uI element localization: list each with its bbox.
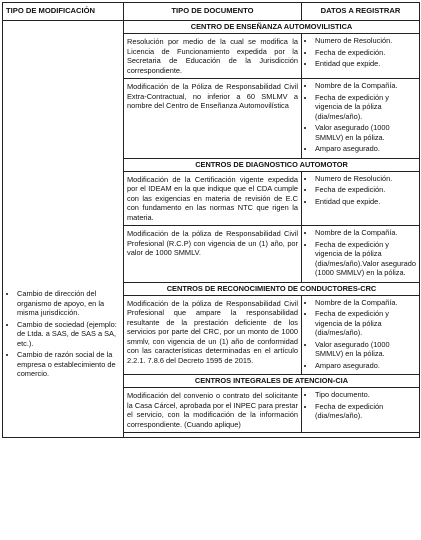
modifications-cell <box>3 21 124 438</box>
field-item: • Entidad que expide. <box>315 59 417 69</box>
document-description: Modificación de la Póliza de Responsabilidad Civil Extra-Contractual, no inferior a 60 SMLMV a nombre del Centro de Enseñanza Automovilística <box>124 79 302 159</box>
document-description: Modificación de la póliza de Responsabilidad Civil Profesional que ampare la responsabilidad resultante de la prestación deficiente de los servicios por parte del CRC, por un monto de 1000 smmlv, con vigencia de un (1) año de conformidad con las características determinadas en el artículo 2.2.1. 7.8.6 del Decreto 1595 de 2015. <box>124 295 302 375</box>
section-title: CENTROS DE RECONOCIMIENTO DE CONDUCTORES-CRC <box>124 282 420 295</box>
field-item: • Fecha de expedición. <box>315 48 417 58</box>
field-item: • Nombre de la Compañía. <box>315 81 417 91</box>
field-item: • Entidad que expide. <box>315 197 417 207</box>
requirements-table <box>2 2 420 438</box>
section-title: CENTROS INTEGRALES DE ATENCION-CIA <box>124 375 420 388</box>
fields-cell <box>302 388 420 433</box>
field-item: • Amparo asegurado. <box>315 144 417 154</box>
field-item: • Fecha de expedición. <box>315 185 417 195</box>
section-title: CENTROS DE DIAGNOSTICO AUTOMOTOR <box>124 158 420 171</box>
modification-item: • Cambio de razón social de la empresa o establecimiento de comercio. <box>17 350 120 379</box>
field-item: • Nombre de la Compañía. <box>315 228 417 238</box>
fields-cell <box>302 171 420 226</box>
modifications-list <box>3 289 123 379</box>
document-description: Modificación de la Certificación vigente expedida por el IDEAM en la que indique que el CDA cumple con las exigencias en materia de revisión de E.C con fundamento en las normas NTC que rigen la materia. <box>124 171 302 226</box>
fields-cell <box>302 226 420 283</box>
header-row <box>3 3 420 21</box>
field-item: • Tipo documento. <box>315 390 417 400</box>
header-datos-registrar: DATOS A REGISTRAR <box>302 3 420 21</box>
field-item: • Numero de Resolución. <box>315 174 417 184</box>
section-header-row <box>3 21 420 34</box>
modification-item: • Cambio de dirección del organismo de apoyo, en la misma jurisdicción. <box>17 289 120 318</box>
document-description: Modificación de la póliza de Responsabilidad Civil Profesional (R.C.P) con vigencia de un (1) año, por valor de 1000 SMMLV. <box>124 226 302 283</box>
document-description: Modificación del convenio o contrato del solicitante la Casa Cárcel, aprobada por el INPEC para prestar el servicio, con la modificación de la información correspondiente. (Cuando aplique) <box>124 388 302 433</box>
header-tipo-documento: TIPO DE DOCUMENTO <box>124 3 302 21</box>
field-item: • Numero de Resolución. <box>315 36 417 46</box>
filler-cell <box>124 433 420 438</box>
field-item: • Fecha de expedición y vigencia de la póliza (dia/mes/año). <box>315 93 417 122</box>
field-item: • Fecha de expedición y vigencia de la póliza (dia/mes/año). <box>315 309 417 338</box>
section-title: CENTRO DE ENSEÑANZA AUTOMOVILISTICA <box>124 21 420 34</box>
document-description: Resolución por medio de la cual se modifica la Licencia de Funcionamiento expedida por la Secretaria de Educación de la Jurisdicción correspondiente. <box>124 34 302 79</box>
fields-cell <box>302 34 420 79</box>
header-tipo-modificacion: TIPO DE MODIFICACIÓN <box>3 3 124 21</box>
modification-item: • Cambio de sociedad (ejemplo: de Ltda. a SAS, de SAS a SA, etc.). <box>17 320 120 349</box>
field-item: • Valor asegurado (1000 SMMLV) en la póliza. <box>315 123 417 142</box>
field-item: • Nombre de la Compañía. <box>315 298 417 308</box>
fields-cell <box>302 295 420 375</box>
field-item: • Fecha de expedición (dia/mes/año). <box>315 402 417 421</box>
fields-cell <box>302 79 420 159</box>
field-item: • Fecha de expedición y vigencia de la póliza (dia/mes/año).Valor asegurado (1000 SMMLV) en la póliza. <box>315 240 417 278</box>
field-item: • Valor asegurado (1000 SMMLV) en la póliza. <box>315 340 417 359</box>
field-item: • Amparo asegurado. <box>315 361 417 371</box>
